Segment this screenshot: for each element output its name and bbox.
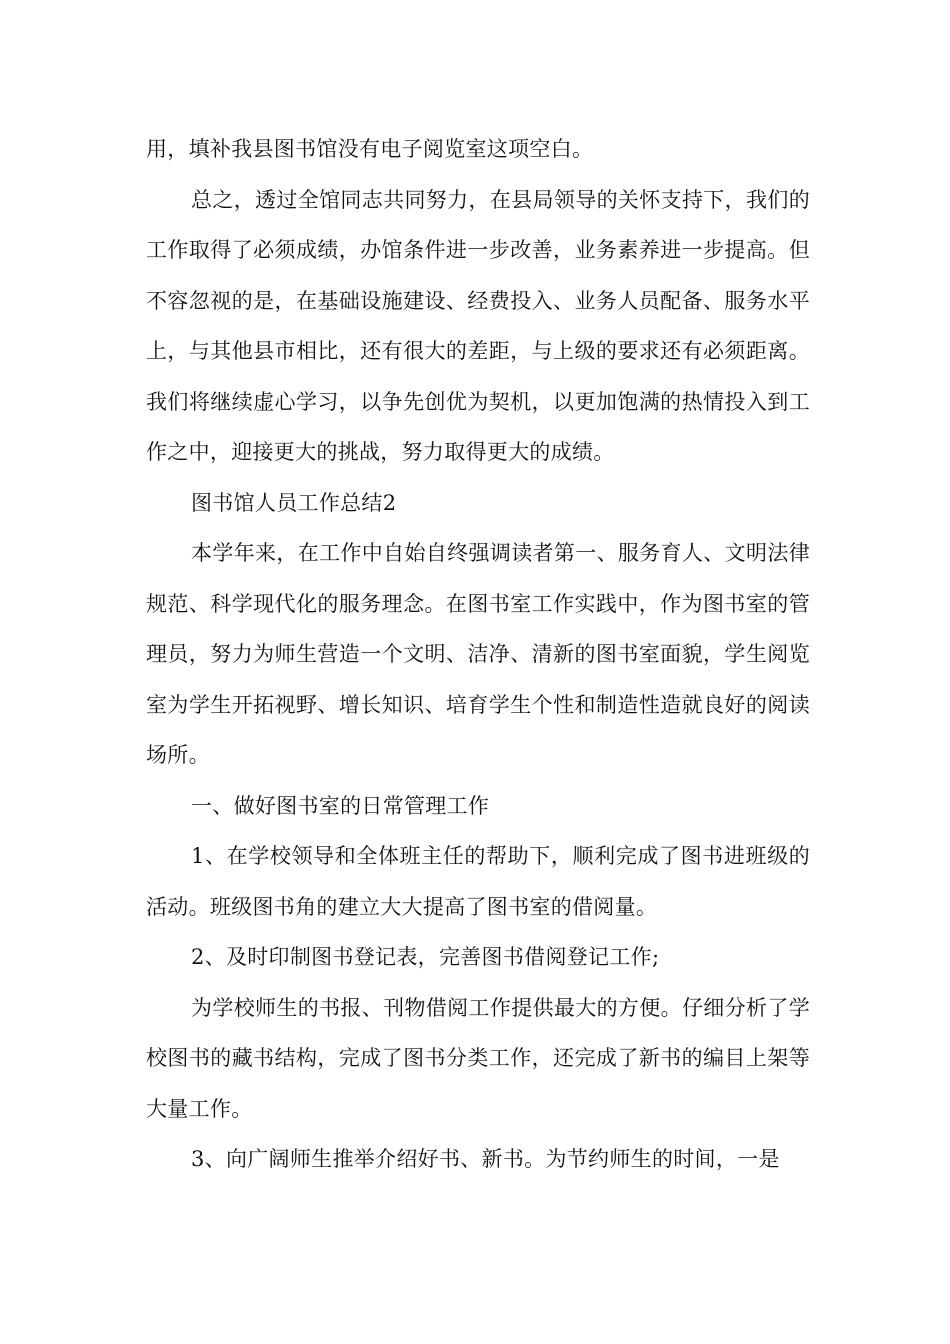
list-item-3: 3、向广阔师生推举介绍好书、新书。为节约师生的时间，一是: [191, 1147, 780, 1171]
section-title: 图书馆人员工作总结2: [191, 490, 397, 515]
list-item-1: 1、在学校领导和全体班主任的帮助下，顺利完成了图书进班级的活动。班级图书角的建立大大提高了图书室的借阅量。: [146, 844, 810, 919]
paragraph-continuation: 用，填补我县图书馆没有电子阅览室这项空白。: [146, 137, 594, 161]
document-page: [146, 124, 810, 1185]
paragraph-conclusion: 总之，透过全馆同志共同努力，在县局领导的关怀支持下，我们的工作取得了必须成绩，办馆条件进一步改善，业务素养进一步提高。但不容忽视的是，在基础设施建设、经费投入、业务人员配备、服务水平上，与其他县市相比，还有很大的差距，与上级的要求还有必须距离。我们将继续虚心学习，以争先创优为契机，以更加饱满的热情投入到工作之中，迎接更大的挑战，努力取得更大的成绩。: [146, 187, 810, 464]
list-item-2: 2、及时印制图书登记表，完善图书借阅登记工作;: [191, 945, 660, 969]
paragraph-body: 为学校师生的书报、刊物借阅工作提供最大的方便。仔细分析了学校图书的藏书结构，完成了图书分类工作，还完成了新书的编目上架等大量工作。: [146, 995, 810, 1121]
subsection-heading: 一、做好图书室的日常管理工作: [191, 793, 490, 818]
paragraph-intro: 本学年来，在工作中自始自终强调读者第一、服务育人、文明法律规范、科学现代化的服务理念。在图书室工作实践中，作为图书室的管理员，努力为师生营造一个文明、洁净、清新的图书室面貌，学生阅览室为学生开拓视野、增长知识、培育学生个性和制造性造就良好的阅读场所。: [146, 541, 810, 767]
